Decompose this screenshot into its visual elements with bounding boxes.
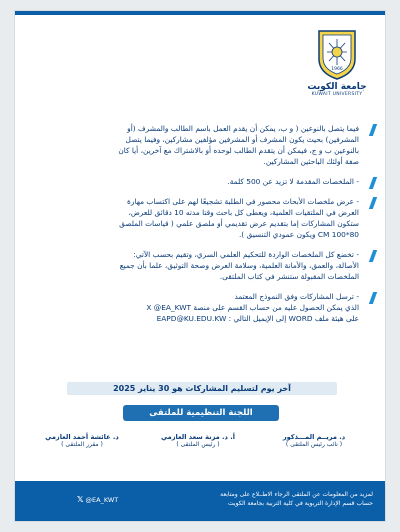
committee-member	[143, 433, 253, 448]
committee-title: اللجنة التنظيمية للملتقى	[123, 405, 279, 421]
item-text: الذي يمكن الحصول عليه من حساب القسم على منصة X @EA_KWT	[146, 303, 359, 312]
item-text: - الملخصات المقدمة لا تزيد عن 500 كلمة.	[227, 177, 359, 186]
bullet-icon	[369, 197, 377, 209]
footer-line: لمزيد من المعلومات عن الملتقى الرجاء الاطــلاع على ومتابعة	[220, 491, 373, 498]
item-text: - عرض ملخصات الأبحاث محصور في الطلبة تشجيعًا لهم على اكتساب مهارة	[127, 197, 359, 206]
bullet-icon	[369, 177, 377, 189]
footer-text	[220, 490, 373, 508]
item-text: 80*100 CM ويكون عمودي التنسيق ).	[238, 230, 359, 239]
guideline-item	[27, 249, 375, 282]
committee-member	[27, 433, 137, 448]
member-name: د. مريــم المـــذكور	[282, 433, 346, 441]
item-text: الأصالة، والعمق، والأمانة العلمية، وسلامة العرض وصحة التوثيق، علما بأن جميع	[119, 261, 359, 270]
flyer	[14, 10, 386, 522]
member-role: ( نائب رئيس الملتقى )	[285, 441, 343, 448]
item-text: الملخصات المقبولة ستنشر في كتاب الملتقى.	[219, 272, 359, 281]
deadline-banner: آخر يوم لتسليم المشاركات هو 30 يناير 2025	[67, 382, 337, 395]
footer-line: حساب قسم الإدارة التربوية في كلية التربية بجامعة الكويت	[228, 500, 373, 507]
university-name-english: KUWAIT UNIVERSITY	[311, 92, 363, 97]
bullet-icon	[369, 250, 377, 262]
item-text: صفة أولئك الباحثين المشاركين.	[263, 157, 359, 166]
guideline-item	[27, 291, 375, 324]
item-text: العرض في الملتقيات العلمية، ويعطى كل باحث وقتا مدته 10 دقائق للعرض،	[128, 208, 359, 217]
guideline-item	[27, 123, 375, 167]
member-name: د. عائشة أحمد العازمي	[45, 433, 119, 441]
committee-member	[259, 433, 369, 448]
item-text: بالنوعين ب و ج، فيمكن أن يتقدم الطالب لوحده أو بالاشتراك مع آخرين، أيا كان	[118, 146, 359, 155]
guideline-item	[27, 176, 375, 187]
item-text: ستكون المشاركات إما بتقديم عرض تقديمي أو ملصق علمي ( قياسات الملصق	[119, 219, 359, 228]
member-role: ( مقرر الملتقى )	[61, 441, 103, 448]
bullet-icon	[369, 292, 377, 304]
guidelines	[27, 123, 375, 333]
x-handle: @EA_KWT	[85, 496, 119, 504]
member-name: أ. د. مزنة سعد العازمي	[161, 433, 235, 441]
logo-year: 1966	[331, 67, 343, 72]
member-role: ( رئيس الملتقى )	[176, 441, 220, 448]
bullet-icon	[369, 124, 377, 136]
item-text: فيما يتصل بالنوعين ( و ب، يمكن أن يقدم العمل باسم الطالب والمشرف (أو	[127, 124, 359, 133]
item-text: المشرفين) بحيث يكون المشرف أو المشرفين مؤلفين مشاركين، وفيما يتصل	[125, 135, 359, 144]
item-text: - تخضع كل الملخصات الواردة للتحكيم العلمي السري، وتقيم بحسب الآتي:	[133, 250, 359, 259]
x-logo-icon: 𝕏	[77, 495, 84, 504]
footer	[15, 481, 385, 521]
top-bar	[15, 11, 385, 15]
item-text: على هيئة ملف WORD إلى الإيميل التالي : EAPD@KU.EDU.KW	[156, 314, 359, 323]
guideline-item	[27, 196, 375, 240]
university-name-arabic: جامعة الكويت	[307, 82, 367, 92]
x-account-link[interactable]	[75, 495, 118, 504]
item-text: - ترسل المشاركات وفق النموذج المعتمد	[234, 292, 359, 301]
university-logo	[307, 25, 367, 97]
